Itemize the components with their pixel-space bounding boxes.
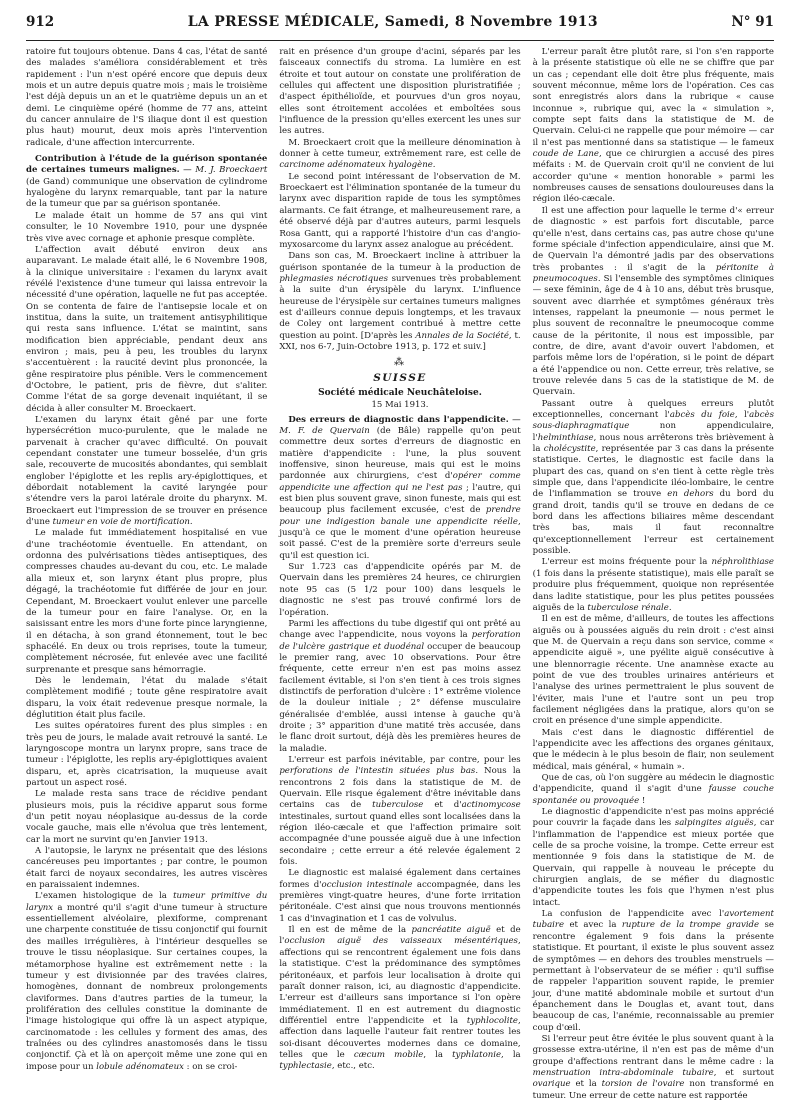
text-run-italic: phlegmasies nécrotiques (279, 273, 389, 284)
paragraph (533, 399, 774, 558)
text-run: , nous nous arrêterons très brièvement à la (532, 432, 774, 455)
text-run-italic: Annales de la Société (415, 330, 509, 341)
paragraph: Sur 1.723 cas d'appendicite opérés par M. de Quervain dans les premières 24 heures, ce chirurgien note 95 cas (5 1/2 pour 100) dans lesquels le diagnostic ne s'est pas trouvé confirmé lors de l'opération. (279, 562, 521, 618)
text-run: et avec la (564, 920, 622, 931)
text-run-italic: typhlocolite (466, 1015, 518, 1026)
text-run: et d' (423, 800, 462, 811)
text-run: . Si l'ensemble des symptômes cliniques — sexe féminin, âge de 4 à 10 ans, début très brusque, souvent avec diarrhée et symptômes généraux très intenses, rappelant la pneumonie — nous permet le plus souvent de reconnaître le pneumocoque comme cause de la péritonite, il nous est impossible, par contre, de dire, avant d'avoir ouvert l'abdomen, et parfois même lors de l'opération, si le point de départ a été l'appendice ou non. Cette erreur, très relative, se trouve relevée dans 5 cas de la statistique de M. de Quervain. (532, 273, 774, 398)
text-run: , affections qui se rencontrent également une fois dans la statistique. C'est la prédominance des symptômes péritonéaux, et parfois leur localisation à droite qui paraît donner raison, ici, au diagnostic d'appendicite. L'erreur est d'ailleurs sans importance si l'on opère immédiatement. Il en est autrement du diagnostic différentiel entre l'appendicite et la (279, 936, 521, 1026)
section-date: 15 Mai 1913. (371, 400, 429, 411)
text-run-italic: typhlectasie (279, 1061, 332, 1072)
text-run-italic: opérer comme appendicite une affection qui ne l'est pas (279, 471, 521, 493)
text-run-italic: pancréatite aiguë (411, 925, 491, 936)
paragraph (279, 868, 520, 925)
paragraph: Les suites opératoires furent des plus simples : en très peu de jours, le malade avait retrouvé la santé. Le laryngoscope montra un larynx propre, sans trace de tumeur : l'épiglotte, les replis ary-épiglottiques avaient disparu, et, après cicatrisation, la muqueuse avait partout un aspect rosé. (26, 721, 268, 788)
paragraph (533, 807, 774, 909)
column-right (532, 47, 774, 1101)
text-run: L'erreur est parfois inévitable, par contre, pour les (288, 754, 521, 765)
text-run: L'examen du larynx était gêné par une forte hypersécrétion muco-purulente, que le malade ne parvenait à cracher qu'avec difficulté. On pouvait cependant constater une tumeur bosselée, d'un gris sale, recouverte de mucosités abondantes, qui semblait englober l'épiglotte et les replis ary-épiglottiques, et débordait notablement la cavité laryngée pour s'étendre vers la paroi latérale droite du pharynx. M. Broeckaert eut l'impression de se trouver en présence d'une (26, 415, 268, 528)
text-run: Que de cas, où l'on suggère au médecin le diagnostic d'appendicite, quand il s'agit d'une (532, 773, 774, 795)
paragraph: A l'autopsie, le larynx ne présentait que des lésions cancéreuses peu importantes ; par contre, le poumon était farci de noyaux secondaires, les autres viscères en paraissaient indemnes. (26, 846, 268, 891)
text-run-italic: lobule adénomateux (96, 1061, 184, 1072)
text-run-italic: en dehors (667, 489, 714, 500)
paragraph (533, 557, 774, 614)
text-run-italic: occlusion intestinale (321, 879, 413, 890)
text-run: , car l'inflammation de l'appendice est mieux portée que celle de sa proche voisine, la trompe. Cette erreur est mentionnée 9 fois dans la statistique de M. de Quervain, qui rappelle à nouveau le précepte du chirurgien anglais, de se méfier du diagnostic d'appendicite toutes les fois que l'hymen n'est plus intact. (532, 818, 774, 908)
text-run: Si l'erreur peut être évitée le plus souvent quant à la grossesse extra-utérine, il n'en est pas de même d'un groupe d'affections rentrant dans le même cadre : la (532, 1033, 774, 1067)
text-run: accompagnée, dans les premières vingt-quatre heures, d'une forte irritation péritonéale. C'est ainsi que nous trouvons mentionnés 1 cas d'invagination et 1 cas de volvulus. (279, 879, 521, 924)
text-run: Il en est de même de la (288, 925, 412, 936)
text-run-italic: carcinome adénomateux hyalogène. (279, 160, 436, 171)
text-run-italic: tuberculose (372, 800, 424, 811)
paragraph (533, 206, 774, 399)
section-separator: ⁂ (393, 357, 406, 369)
text-run-italic: tumeur en voie de mortification. (52, 517, 193, 528)
text-run-italic: rupture de la trompe gravide (621, 920, 760, 931)
text-run: intestinales, surtout quand elles sont localisées dans la région iléo-cæcale et que l'affection primaire soit accompagnée d'une poussée aiguë due à une infection secondaire ; cette erreur a été relevée également 2 fois. (279, 811, 521, 868)
article-intro: (de Gand) communique une observation de cylindrome hyalogène du larynx remarquable, tant par la nature de la tumeur que par sa guérison spontanée. (26, 176, 268, 210)
text-run: Parmi les affections du tube digestif qui ont prêté au change avec l'appendicite, nous voyons la (279, 618, 521, 641)
text-run-italic: néphrolithiase (711, 557, 774, 568)
text-run-italic: avortement tubaire (532, 909, 774, 931)
paragraph (533, 909, 774, 1034)
text-run: Le diagnostic est malaisé également dans certaines formes d' (279, 868, 521, 890)
text-run-italic: péritonite à pneumocoques (532, 262, 774, 284)
text-run: , que ce chirurgien a accusé des pires méfaits : M. de Quervain croit qu'il ne convient de lui accorder qu'une « mention honorable » parmi les nombreuses causes de sensations douloureuses dans la région iléo-cæcale. (532, 149, 774, 205)
paragraph: Il en est de même, d'ailleurs, de toutes les affections aiguës ou à poussées aiguës du rein droit : c'est ainsi que M. de Quervain a reçu dans son service, comme « appendicite aiguë », une pyélite aiguë consécutive à une blennorragie récente. Une anamnèse exacte au point de vue des troubles urinaires antérieurs et l'analyse des urines permettraient le plus souvent de l'éviter, mais l'une et l'autre sont un peu trop facilement négligées dans la pratique, alors qu'on se croit en présence d'une simple appendicite. (532, 614, 774, 727)
paragraph (279, 251, 520, 353)
text-run-italic: abcès du foie (669, 410, 735, 420)
text-run-italic: abcès sous-diaphragmatique (532, 410, 774, 432)
text-run: ; l'autre, qui est bien plus souvent grave, sinon funeste, mais qui est beaucoup plus facilement excusée, c'est de (279, 482, 521, 516)
column-left (26, 47, 267, 1077)
text-run-italic: helminthiase (537, 432, 594, 443)
paragraph (26, 415, 267, 528)
text-run: L'erreur est moins fréquente pour la (541, 557, 712, 568)
article-heading (279, 415, 520, 562)
text-run: , t. XXI, nos 6-7, Juin-Octobre 1913, p. 172 et suiv.] (279, 330, 521, 352)
section-title: SUISSE (373, 371, 427, 384)
paragraph (26, 891, 267, 1073)
text-run: , la (423, 1049, 453, 1060)
page-number: 912 (26, 14, 55, 30)
text-run-italic: fausse couche spontanée ou provoquée (532, 784, 774, 806)
text-run: non appendiculaire, l' (532, 421, 774, 443)
article-title: Des erreurs de diagnostic dans l'appendicite. (288, 414, 509, 425)
text-run: Le diagnostic d'appendicite n'est pas moins apprécié pour couvrir la façade dans les (532, 807, 774, 829)
journal-title: LA PRESSE MÉDICALE, Samedi, 8 Novembre 1913 (187, 14, 598, 30)
text-run-italic: occlusion aiguë des vaisseaux mésentériques (284, 936, 518, 947)
article-author: — M. F. de Quervain (279, 414, 521, 436)
section-subtitle: Société médicale Neuchâteloise. (318, 387, 482, 398)
text-run-italic: tumeur primitive du larynx (26, 891, 268, 913)
text-run: , etc., etc. (331, 1061, 375, 1072)
paragraph: Le malade était un homme de 57 ans qui vint consulter, le 10 Novembre 1910, pour une dyspnée très vive avec cornage et aphonie presque complète. (26, 210, 268, 244)
paragraph (533, 1034, 774, 1102)
text-run: non transformé en tumeur. Une erreur de cette nature est rapportée (532, 1079, 774, 1101)
paragraph: Le malade resta sans trace de récidive pendant plusieurs mois, puis la récidive apparut sous forme d'un petit noyau néoplasique au-dessus de la corde vocale gauche, mais elle n'évolua que très lentement, car la mort ne survint qu'en Janvier 1913. (26, 789, 268, 845)
text-run: Passant outre à quelques erreurs plutôt exceptionnelles, concernant l' (532, 398, 774, 420)
text-run-italic: menstruation intra-abdominale tubaire (532, 1067, 714, 1078)
paragraph (533, 47, 774, 206)
text-columns (26, 47, 774, 1101)
text-run: a montré qu'il s'agit d'une tumeur à structure essentiellement alvéolaire, plexiforme, comprenant une charpente constituée de tissu conjonctif qui fournit des mailles irrégulières, à l'intérieur desquelles se trouve le tissu néoplasique. Sur certaines coupes, la métamorphose hyaline est extrêmement nette : la tumeur y est divisionnée par des travées claires, homogènes, donnant de nombreux prolongements claviformes. Dans d'autres parties de la tumeur, la prolifération des cellules constitue la dominante de l'image histologique qui offre là un aspect atypique, carcinomatode : les cellules y forment des amas, des traînées ou des cylindres anastomosés dans le tissu conjonctif. Çà et là on aperçoit même une zone qui en impose pour un (26, 902, 268, 1072)
text-run: occuper de beaucoup le premier rang, avec 10 observations. Pour être fréquente, cette erreur n'en est pas moins assez facilement évitable, si l'on s'en tient à ces trois signes distinctifs de perforation d'ulcère : 1° extrême violence de la douleur initiale ; 2° défense musculaire généralisée d'emblée, aussi intense à gauche qu'à droite ; 3° apparition d'une matité très accusée, dans le flanc droit surtout, déjà dès les premières heures de la maladie. (279, 641, 521, 754)
text-run-italic: cholécystite (543, 444, 596, 455)
text-run: Dans son cas, M. Broeckaert incline à attribuer la guérison spontanée de la tumeur à la production de (279, 251, 521, 273)
issue-number: N° 91 (731, 14, 774, 30)
paragraph: rait en présence d'un groupe d'acini, séparés par les faisceaux connectifs du stroma. La lumière en est étroite et tout autour on constate une prolifération de cellules qui affectent une disposition pluristratifiée ; d'aspect épithélioïde, et pourvues d'un gros noyau, elles sont étroitement accolées et emboîtées sous l'influence de la pression qu'elles exercent les unes sur les autres. (279, 47, 521, 137)
paragraph (279, 755, 520, 868)
column-middle (279, 47, 520, 1077)
text-run: : on se croi- (183, 1061, 238, 1072)
text-run: , jusqu'à ce que le moment d'une opération heureuse soit passé. C'est de la première sorte d'erreurs seule qu'il est question ici. (279, 516, 521, 561)
paragraph: L'affection avait débuté environ deux ans auparavant. Le malade était allé, le 6 Novembre 1908, à la clinique universitaire : l'examen du larynx avait révélé l'existence d'une tumeur qui laissa entrevoir la nécessité d'une opération, laquelle ne fut pas acceptée. On se contenta de faire de l'antisepsie locale et on institua, dans la suite, un traitement antisyphilitique qui resta sans influence. L'état se maintint, sans modification bien appréciable, pendant deux ans environ ; mais, peu à peu, les troubles du larynx s'accentuèrent : la raucité devint plus prononcée, la gêne respiratoire plus pénible. Vers le commencement d'Octobre, le patient, pris de fièvre, dut s'aliter. Comme l'état de sa gorge devenait inquiétant, il se décida à aller consulter M. Broeckaert. (26, 244, 268, 414)
paragraph: Dès le lendemain, l'état du malade s'était complètement modifié ; toute gêne respiratoire avait disparu, la voix était redevenue presque normale, la déglutition était plus facile. (26, 675, 268, 720)
text-run: . (668, 602, 672, 613)
article-heading (26, 154, 267, 211)
page-header (26, 14, 774, 41)
text-run-italic: ovarique (532, 1079, 571, 1090)
text-run: et la (570, 1079, 602, 1090)
paragraph (279, 925, 520, 1072)
text-run: Il est une affection pour laquelle le terme d'« erreur de diagnostic » est parfois fort discutable, parce qu'elle n'est, dans certains cas, pas autre chose qu'une forme spéciale d'infection appendiculaire, ainsi que M. de Quervain l'a démontré jadis par des observations très probantes : il s'agit de la (532, 205, 774, 273)
text-run: , représentée par 3 cas dans la présente statistique. Certes, le diagnostic est facile dans la plupart des cas, quand on s'en tient à cette règle très simple que, dans l'appendicite iléo-lombaire, le centre de l'inflammation se trouve (532, 444, 774, 500)
text-run-italic: actinomycose (461, 800, 521, 811)
text-run: se rencontre également 9 fois dans la présente statistique. Et pourtant, il existe le plus souvent assez de symptômes — en dehors des troubles menstruels — permettant à l'observateur de se méfier : qu'il suffise de rappeler l'apparition souvent rapide, le premier jour, d'une matité abdominale mobile et surtout d'un épanchement dans le Douglas et, avant tout, dans beaucoup de cas, l'anémie, reconnaissable au premier coup d'œil. (532, 920, 774, 1033)
text-run: ! (639, 795, 646, 806)
text-run: , la (501, 1049, 521, 1060)
paragraph (279, 619, 520, 755)
text-run: survenues très probablement à la suite d'un érysipèle du larynx. L'influence heureuse de l'érysipèle sur certaines tumeurs malignes est d'ailleurs connue depuis longtemps, et les travaux de Coley ont largement contribué à mettre cette question au point. [D'après les (279, 273, 521, 341)
text-run-italic: torsion de l'ovaire (601, 1079, 685, 1090)
paragraph: ratoire fut toujours obtenue. Dans 4 cas, l'état de santé des malades s'améliora considérablement et très rapidement : l'un n'est opéré encore que depuis deux mois et un autre depuis quatre mois ; mais le troisième l'est déjà depuis un an et le quatrième depuis un an et demi. Le cinquième opéré (homme de 77 ans, atteint du cancer annulaire de l'S iliaque dont il est question plus haut) mourut, deux mois après l'intervention radicale, d'une affection intercurrente. (26, 47, 268, 148)
text-run: , l' (734, 410, 750, 420)
text-run: L'erreur paraît être plutôt rare, si l'on s'en rapporte à la présente statistique où elle ne se chiffre que par un cas ; cependant elle doit être plus fréquente, mais souvent méconnue, même lors de l'opération. Ces cas sont enregistrés alors dans la rubrique « cause inconnue », rubrique qui, avec la « simulation », compte sept faits dans la statistique de M. de Quervain. Celui-ci ne rappelle que pour mémoire — car il n'est pas mentionné dans sa statistique — le fameux (532, 47, 774, 148)
text-run: . Nous la rencontrons 2 fois dans la statistique de M. de Quervain. Elle risque également d'être inévitable dans certains cas de (279, 766, 521, 811)
text-run: et de l' (279, 925, 521, 947)
text-run: (1 fois dans la présente statistique), mais elle paraît se produire plus fréquemment, quoique non représentée dans ladite statistique, pour les plus petites poussées aiguës de la (532, 568, 774, 613)
text-run: (de Bâle) rappelle qu'on peut commettre deux sortes d'erreurs de diagnostic en matière d'appendicite : l'une, la plus souvent inoffensive, sinon heureuse, mais qui est le moins pardonnée aux chirurgiens, c'est d' (279, 426, 521, 482)
text-run-italic: cæcum mobile (353, 1049, 424, 1060)
text-run-italic: coude de Lane (532, 149, 599, 160)
paragraph: Le second point intéressant de l'observation de M. Broeckaert est l'élimination spontanée de la tumeur du larynx avec disparition rapide de tous les symptômes alarmants. Ce fait étrange, et malheureusement rare, a été observé déjà par d'autres auteurs, parmi lesquels Rosa Gantt, qui a rapporté l'histoire d'un cas d'angio-myxosarcome du larynx assez analogue au précédent. (279, 171, 521, 250)
paragraph (279, 138, 520, 172)
text-run-italic: typhlatonie (452, 1049, 502, 1060)
text-run: M. Broeckaert croit que la meilleure dénomination à donner à cette tumeur, extrêmement rare, est celle de (279, 137, 521, 160)
article-title: Contribution à l'étude de la guérison spontanée de certaines tumeurs malignes. (26, 154, 268, 176)
text-run: L'examen histologique de la (35, 891, 174, 902)
text-run-italic: perforation de l'ulcère gastrique et duodénal (279, 630, 521, 652)
paragraph: Le malade fut immédiatement hospitalisé en vue d'une trachéotomie éventuelle. En attendant, on ordonna des pulvérisations tièdes antiseptiques, des compresses chaudes au-devant du cou, etc. Le malade alla mieux et, son larynx étant plus propre, plus dégagé, la trachéotomie fut différée de jour en jour. Cependant, M. Broeckaert voulut enlever une parcelle de la tumeur pour en faire l'analyse. Or, en la saisissant entre les mors d'une forte pince laryngienne, il en détacha, à son grand étonnement, tout le bec sphacélé. En deux ou trois reprises, toute la tumeur, complètement nécrosée, fut enlevée avec une facilité surprenante et presque sans hémorragie. (26, 528, 268, 675)
text-run-italic: prendre pour une indigestion banale une appendicite réelle (279, 505, 521, 527)
text-run: , affection dans laquelle l'auteur fait rentrer toutes les soi-disant découvertes modernes dans ce domaine, telles que le (279, 1015, 521, 1060)
text-run: , et surtout (713, 1067, 774, 1078)
text-run-italic: salpingites aiguës (674, 818, 754, 829)
text-run-italic: tuberculose rénale (587, 602, 669, 613)
text-run: La confusion de l'appendicite avec l' (541, 909, 725, 920)
text-run-italic: perforations de l'intestin situées plus bas (279, 766, 476, 777)
paragraph: Mais c'est dans le diagnostic différentiel de l'appendicite avec les affections des organes génitaux, que le médecin à le plus besoin de flair, non seulement médical, mais général, « humain ». (532, 727, 774, 772)
paragraph (533, 773, 774, 807)
text-run: du bord du grand droit, tandis qu'il se trouve en dedans de ce bord dans les affections biliaires même descendant très bas, mais il faut reconnaître qu'exceptionnellement l'erreur est certainement possible. (532, 489, 774, 557)
article-author: — M. J. Broeckaert (183, 165, 268, 176)
